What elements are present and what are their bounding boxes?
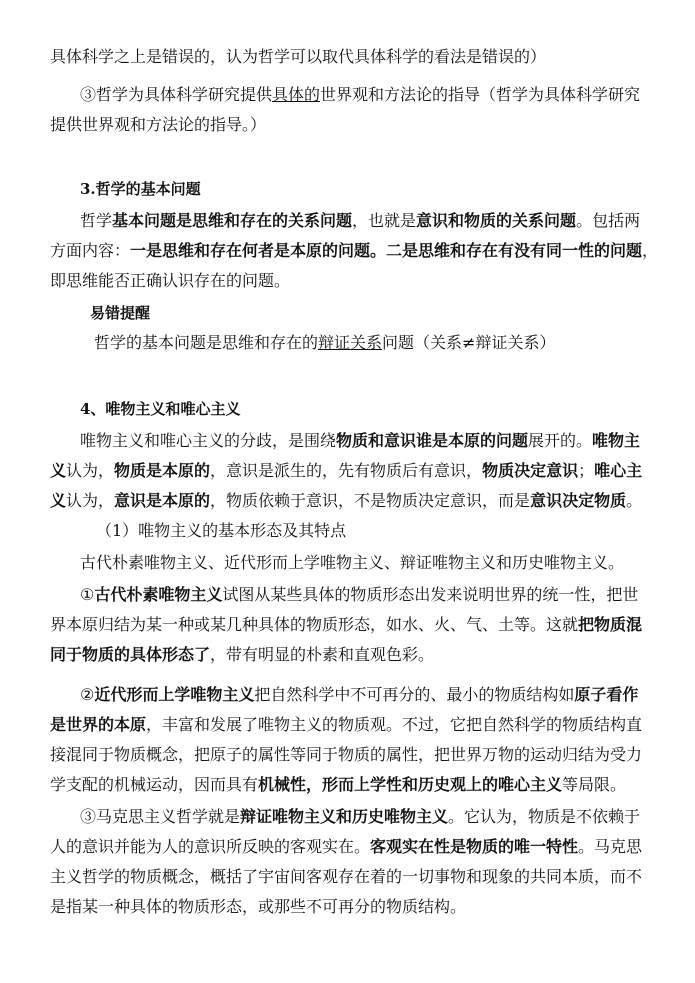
paragraph-line: ③马克思主义哲学就是辩证唯物主义和历史唯物主义。它认为，物质是不依赖于 xyxy=(80,807,641,826)
paragraph-line: 义认为，物质是本原的，意识是派生的，先有物质后有意识，物质决定意识；唯心主 xyxy=(50,461,643,480)
paragraph-line: 学支配的机械运动，因而具有机械性，形而上学性和历史观上的唯心主义等局限。 xyxy=(50,775,627,794)
paragraph-line: 古代朴素唯物主义、近代形而上学唯物主义、辩证唯物主义和历史唯物主义。 xyxy=(80,553,625,572)
paragraph-line: ①古代朴素唯物主义试图从某些具体的物质形态出发来说明世界的统一性，把世 xyxy=(80,585,639,604)
paragraph-line: 即思维能否正确认识存在的问题。 xyxy=(50,271,291,290)
paragraph-line: 是世界的本原，丰富和发展了唯物主义的物质观。不过，它把自然科学的物质结构直 xyxy=(50,715,643,734)
paragraph-line: ②近代形而上学唯物主义把自然科学中不可再分的、最小的物质结构如原子看作 xyxy=(80,685,639,704)
tip-text: 哲学的基本问题是思维和存在的辩证关系问题（关系≠辩证关系） xyxy=(94,333,556,352)
paragraph-line: 义认为，意识是本原的，物质依赖于意识，不是物质决定意识，而是意识决定物质。 xyxy=(50,491,643,510)
paragraph-line: 同于物质的具体形态了，带有明显的朴素和直观色彩。 xyxy=(50,645,435,664)
tip-title: 易错提醒 xyxy=(90,304,151,322)
paragraph-line: 哲学基本问题是思维和存在的关系问题，也就是意识和物质的关系问题。包括两 xyxy=(80,211,641,230)
paragraph-line: ③哲学为具体科学研究提供具体的世界观和方法论的指导（哲学为具体科学研究 xyxy=(80,85,641,104)
paragraph-line: 具体科学之上是错误的，认为哲学可以取代具体科学的看法是错误的） xyxy=(50,47,547,66)
paragraph-line: 提供世界观和方法论的指导。） xyxy=(50,115,267,134)
paragraph-line: 接混同于物质概念，把原子的属性等同于物质的属性，把世界万物的运动归结为受力 xyxy=(50,745,643,764)
section-heading: 4、唯物主义和唯心主义 xyxy=(80,400,241,418)
paragraph-line: 界本原归结为某一种或某几种具体的物质形态，如水、火、气、土等。这就把物质混 xyxy=(50,615,643,634)
section-heading: 3.哲学的基本问题 xyxy=(80,180,201,198)
paragraph-line: 唯物主义和唯心主义的分歧，是围绕物质和意识谁是本原的问题展开的。唯物主 xyxy=(80,431,641,450)
paragraph-line: 是指某一种具体的物质形态，或那些不可再分的物质结构。 xyxy=(50,897,467,916)
paragraph-line: 人的意识并能为人的意识所反映的客观实在。客观实在性是物质的唯一特性。马克思 xyxy=(50,837,643,856)
subsection-heading: （1）唯物主义的基本形态及其特点 xyxy=(96,521,347,540)
paragraph-line: 方面内容：一是思维和存在何者是本原的问题。二是思维和存在有没有同一性的问题， xyxy=(50,241,659,260)
paragraph-line: 主义哲学的物质概念，概括了宇宙间客观存在着的一切事物和现象的共同本质，而不 xyxy=(50,867,643,886)
